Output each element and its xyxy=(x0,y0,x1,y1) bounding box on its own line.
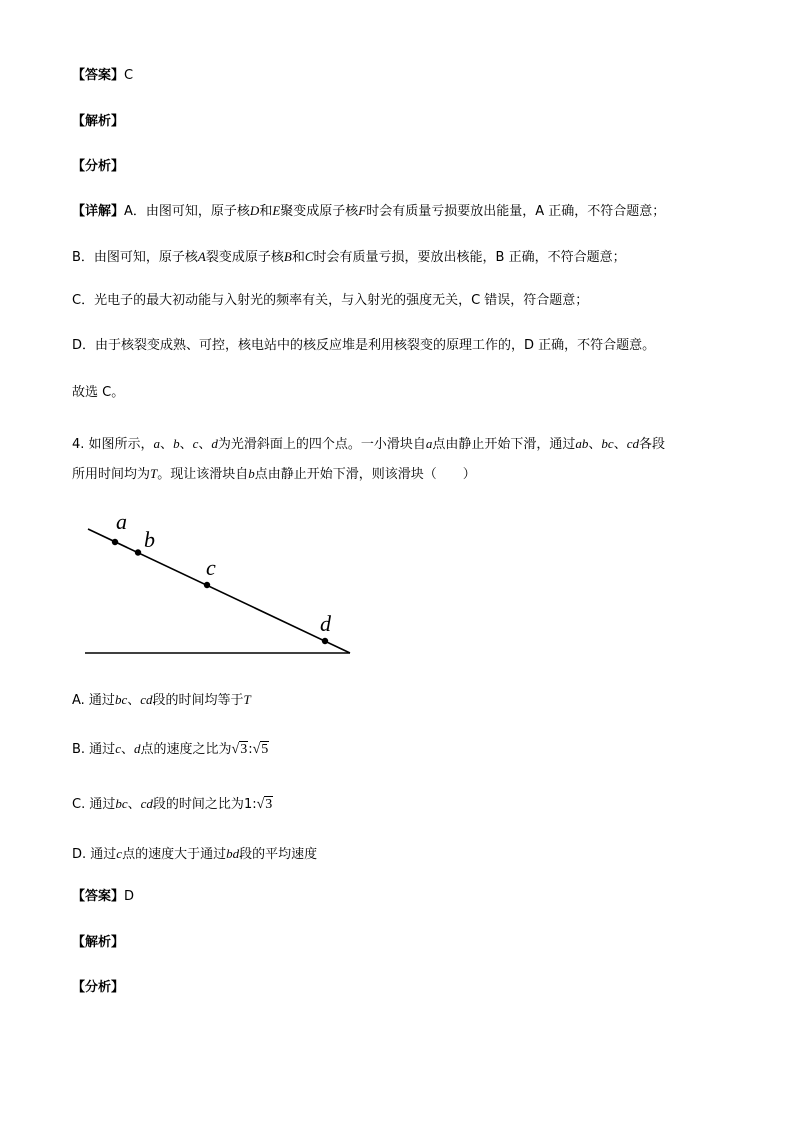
analysis-line-1 xyxy=(72,113,124,131)
detail-B-text-4: 时会有质量亏损，要放出核能，B 正确，不符合题意； xyxy=(313,250,626,265)
question4-line-2 xyxy=(72,465,476,484)
q4-text-4: 各段 xyxy=(639,437,666,452)
analysis-line-2 xyxy=(72,934,124,952)
label-d: d xyxy=(320,611,331,636)
fenxi-tag: 【分析】 xyxy=(72,159,125,174)
detail-line-B xyxy=(72,248,626,267)
q4-line2-T: T xyxy=(150,466,158,481)
detail-A-text-1: A．由图可知，原子核 xyxy=(124,204,250,219)
detail-B-text-2: 裂变成原子核 xyxy=(205,250,284,265)
answer-value: C xyxy=(124,68,134,83)
option-D-text-1: D. 通过 xyxy=(72,847,117,862)
detail-line-D xyxy=(72,337,655,355)
detail-A-text-4: 时会有质量亏损要放出能量，A 正确，不符合题意； xyxy=(366,204,666,219)
fenxi-tag-2: 【分析】 xyxy=(72,980,125,995)
option-B-radicand-2: 5 xyxy=(261,742,269,757)
detail-B-C: C xyxy=(304,249,314,264)
q4-line2-text-2: 。现让该滑块自 xyxy=(157,467,249,482)
option-C-colon: : xyxy=(252,797,257,812)
detail-line-A xyxy=(72,202,665,221)
answer-line-2 xyxy=(72,888,134,906)
option-C-text-1: C. 通过 xyxy=(72,797,116,812)
q4-line2-text-3: 点由静止开始下滑，则该滑块（ ） xyxy=(254,467,476,482)
point-a xyxy=(112,539,118,545)
detail-A-D: D xyxy=(249,203,260,218)
detail-B-A: A xyxy=(197,249,206,264)
option-D-bd: bd xyxy=(226,846,240,861)
q4-sep-5: 、 xyxy=(613,437,627,452)
q4-sep-4: 、 xyxy=(588,437,602,452)
question4-line-1 xyxy=(72,435,665,454)
option-D-text-3: 段的平均速度 xyxy=(239,847,318,862)
answer-value-2: D xyxy=(124,889,135,904)
q4-d: d xyxy=(211,436,218,451)
detail-B-text-3: 和 xyxy=(291,250,305,265)
point-d xyxy=(322,638,328,644)
option-D-text-2: 点的速度大于通过 xyxy=(122,847,227,862)
detail-C-text: C．光电子的最大初动能与入射光的频率有关，与入射光的强度无关，C 错误，符合题意； xyxy=(72,293,589,308)
option-B-text-1: B. 通过 xyxy=(72,742,116,757)
answer-tag-2: 【答案】 xyxy=(72,889,125,904)
detail-A-text-2: 和 xyxy=(259,204,273,219)
conclusion-text: 故选 C。 xyxy=(72,385,125,400)
option-A-T: T xyxy=(243,692,251,707)
label-a: a xyxy=(116,509,127,534)
detail-A-F: F xyxy=(358,203,367,218)
option-C-radicand: 3 xyxy=(265,797,273,812)
detail-B-text-1: B．由图可知，原子核 xyxy=(72,250,198,265)
analysis-tag: 【解析】 xyxy=(72,114,125,129)
label-c: c xyxy=(206,555,216,580)
q4-line2-b: b xyxy=(248,466,255,481)
option-B-sqrt-2: √5 xyxy=(252,742,269,757)
detail-A-E: E xyxy=(272,203,281,218)
q4-c: c xyxy=(192,436,199,451)
option-A-bc: bc xyxy=(114,692,128,707)
option-B-sqrt-1: √3 xyxy=(231,742,248,757)
option-C-bc: bc xyxy=(115,796,128,811)
detail-B-B: B xyxy=(283,249,292,264)
q4-sep-3: 、 xyxy=(198,437,212,452)
fenxi-line-1 xyxy=(72,158,124,176)
answer-line-1 xyxy=(72,67,133,85)
q4-line2-text-1: 所用时间均为 xyxy=(72,467,151,482)
q4-a2: a xyxy=(425,436,433,451)
option-B-text-2: 点的速度之比为 xyxy=(140,742,232,757)
q4-sep-2: 、 xyxy=(179,437,193,452)
option-A-text-1: A. 通过 xyxy=(72,693,115,708)
option-B-colon: : xyxy=(248,742,253,757)
q4-a: a xyxy=(153,436,161,451)
incline-line xyxy=(88,529,350,653)
option-C-text-2: 段的时间之比为 xyxy=(152,797,244,812)
option-B xyxy=(72,740,269,759)
option-B-sep: 、 xyxy=(120,742,134,757)
option-C xyxy=(72,795,273,814)
incline-figure xyxy=(80,505,370,669)
analysis-tag-2: 【解析】 xyxy=(72,935,125,950)
q4-b: b xyxy=(173,436,180,451)
option-B-d: d xyxy=(133,741,141,756)
detail-D-text: D．由于核裂变成熟、可控，核电站中的核反应堆是利用核裂变的原理工作的，D 正确，不符合题意。 xyxy=(72,338,656,353)
option-C-sep: 、 xyxy=(127,797,141,812)
point-c xyxy=(204,582,210,588)
option-A xyxy=(72,691,251,710)
option-B-c: c xyxy=(115,741,121,756)
option-D xyxy=(72,845,317,864)
label-b: b xyxy=(144,527,155,552)
q4-text-1: 4. 如图所示， xyxy=(72,437,154,452)
option-C-cd: cd xyxy=(140,796,153,811)
q4-sep-1: 、 xyxy=(160,437,174,452)
detail-tag: 【详解】 xyxy=(72,204,125,219)
fenxi-line-2 xyxy=(72,979,124,997)
q4-cd: cd xyxy=(626,436,639,451)
option-A-cd: cd xyxy=(140,692,153,707)
incline-diagram xyxy=(80,505,370,665)
conclusion-line xyxy=(72,384,124,402)
option-C-sqrt: √3 xyxy=(256,797,273,812)
detail-A-text-3: 聚变成原子核 xyxy=(280,204,359,219)
option-A-sep: 、 xyxy=(127,693,141,708)
q4-ab: ab xyxy=(575,436,589,451)
answer-tag: 【答案】 xyxy=(72,68,125,83)
option-A-text-2: 段的时间均等于 xyxy=(152,693,244,708)
q4-text-3: 点由静止开始下滑，通过 xyxy=(432,437,576,452)
option-B-radicand-1: 3 xyxy=(240,742,248,757)
option-C-one: 1 xyxy=(243,797,253,812)
q4-bc: bc xyxy=(601,436,614,451)
option-D-c: c xyxy=(116,846,123,861)
point-b xyxy=(135,549,141,555)
q4-text-2: 为光滑斜面上的四个点。一小滑块自 xyxy=(217,437,426,452)
detail-line-C xyxy=(72,292,588,310)
